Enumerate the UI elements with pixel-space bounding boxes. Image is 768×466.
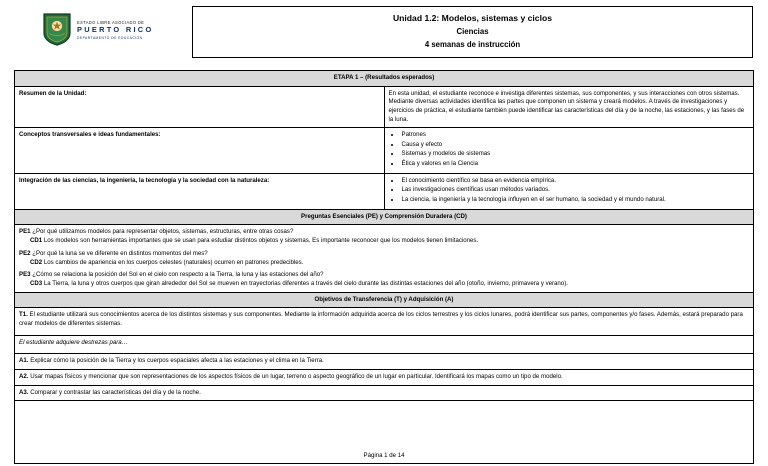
objetivos-band-label: Objetivos de Transferencia (T) y Adquisición (A) bbox=[15, 292, 754, 308]
pregunta-code: PE1 bbox=[19, 228, 31, 236]
preguntas-row bbox=[15, 225, 754, 292]
agency-line-2: PUERTO RICO bbox=[77, 25, 154, 35]
pregunta-item bbox=[19, 271, 749, 280]
adquisicion-a2-row bbox=[15, 369, 754, 385]
agency-branding bbox=[14, 6, 190, 46]
list-item: • Ética y valores en la Ciencia bbox=[401, 160, 750, 169]
list-item: • Sistemas y modelos de sistemas bbox=[401, 150, 750, 159]
integracion-list-cell bbox=[384, 173, 754, 209]
transferencia-row bbox=[15, 308, 754, 335]
conceptos-list bbox=[389, 131, 750, 169]
page-number: Página 1 de 14 bbox=[363, 452, 405, 459]
unit-title-box bbox=[192, 6, 753, 58]
cd-code: CD1 bbox=[30, 237, 43, 245]
cd-code: CD3 bbox=[30, 280, 43, 288]
adquisicion-code: A1. bbox=[19, 357, 29, 365]
integracion-row bbox=[15, 173, 754, 209]
transferencia-code: T1. bbox=[19, 311, 28, 319]
adquisicion-intro-row bbox=[15, 335, 754, 354]
preguntas-cell bbox=[15, 225, 754, 292]
adquisicion-item bbox=[19, 357, 749, 366]
subject-title: Ciencias bbox=[456, 27, 489, 37]
adquisicion-text: Usar mapas físicos y mencionar que son representaciones de los aspectos físicos de un lugar, terreno o aspecto geográfico de un lugar en particular. Identificará los mapas como un tipo de modelo. bbox=[30, 372, 563, 380]
pregunta-text: ¿Cómo se relaciona la posición del Sol en el cielo con respecto a la Tierra, la luna y las estaciones del año? bbox=[32, 270, 324, 278]
pregunta-text: ¿Por qué utilizamos modelos para representar objetos, sistemas, estructuras, entre otras cosas? bbox=[32, 228, 294, 236]
adquisicion-text: Explicar cómo la posición de la Tierra y los cuerpos espaciales afecta a las estaciones y el clima en la Tierra. bbox=[30, 357, 324, 365]
agency-line-1: ESTADO LIBRE ASOCIADO DE bbox=[77, 20, 145, 26]
puerto-rico-seal-icon bbox=[42, 12, 72, 46]
transferencia-cell bbox=[15, 308, 754, 335]
unit-title: Unidad 1.2: Modelos, sistemas y ciclos bbox=[392, 13, 553, 23]
preguntas-band-row bbox=[15, 209, 754, 225]
cd-text: Los modelos son herramientas importantes que se usan para estudiar distintos objetos y sistemas. Es importante reconocer que los modelos tienen limitaciones. bbox=[43, 237, 479, 245]
list-item: • Patrones bbox=[401, 131, 750, 140]
adquisicion-intro-cell bbox=[15, 335, 754, 354]
objetivos-band-row bbox=[15, 292, 754, 308]
cd-text: Los cambios de apariencia en los cuerpos celestes (naturales) ocurren en patrones predecibles. bbox=[43, 258, 304, 266]
cd-item bbox=[30, 259, 749, 268]
preguntas-band-label: Preguntas Esenciales (PE) y Comprensión Duradera (CD) bbox=[15, 209, 754, 225]
pregunta-code: PE3 bbox=[19, 270, 31, 278]
list-item: • Las investigaciones científicas usan métodos variados. bbox=[401, 186, 750, 195]
integracion-label: Integración de las ciencias, la ingeniería, la tecnología y la sociedad con la naturaleza: bbox=[15, 173, 385, 209]
pregunta-text: ¿Por qué la luna se ve diferente en distintos momentos del mes? bbox=[32, 249, 208, 257]
adquisicion-code: A3. bbox=[19, 388, 29, 396]
conceptos-row bbox=[15, 128, 754, 174]
integracion-list bbox=[389, 177, 750, 205]
pregunta-code: PE2 bbox=[19, 249, 31, 257]
adquisicion-a1-row bbox=[15, 354, 754, 370]
agency-text bbox=[77, 18, 154, 40]
resumen-row bbox=[15, 86, 754, 128]
cd-code: CD2 bbox=[30, 258, 43, 266]
pregunta-item bbox=[19, 250, 749, 259]
pregunta-item bbox=[19, 228, 749, 237]
etapa-band-label: ETAPA 1 – (Resultados esperados) bbox=[15, 71, 754, 87]
duration-title: 4 semanas de instrucción bbox=[424, 39, 521, 49]
cd-item bbox=[30, 280, 749, 289]
adquisicion-a3-row bbox=[15, 385, 754, 401]
etapa-band-row bbox=[15, 71, 754, 87]
adquisicion-a1-cell bbox=[15, 354, 754, 370]
transferencia-text: El estudiante utilizará sus conocimientos acerca de los distintos sistemas y sus componentes. Mediante la información adquirida acerca de los ciclos terrestres y los ciclos lunares, podrá identificar sus partes, componentes y/o fases. Además, estará preparado para crear modelos de diferentes sistemas. bbox=[19, 311, 743, 327]
adquisicion-intro: El estudiante adquiere destrezas para… bbox=[19, 338, 128, 346]
conceptos-list-cell bbox=[384, 128, 754, 174]
conceptos-label: Conceptos transversales e ideas fundamentales: bbox=[15, 128, 385, 174]
document-header bbox=[14, 6, 754, 60]
transferencia-item bbox=[19, 311, 749, 328]
adquisicion-code: A2. bbox=[19, 372, 29, 380]
adquisicion-item bbox=[19, 373, 749, 382]
list-item: • La ciencia, la ingeniería y la tecnología influyen en el ser humano, la sociedad y el mundo natural. bbox=[401, 196, 750, 205]
cd-text: La Tierra, la luna y otros cuerpos que giran alrededor del Sol se mueven en trayectorias diferentes a través del cielo durante las distintas estaciones del año (otoño, invierno, primavera y verano). bbox=[43, 280, 568, 288]
adquisicion-a2-cell bbox=[15, 369, 754, 385]
adquisicion-item bbox=[19, 389, 749, 398]
adquisicion-text: Comparar y contrastar las características del día y de la noche. bbox=[30, 388, 201, 396]
adquisicion-a3-cell bbox=[15, 385, 754, 401]
unit-plan-table bbox=[14, 70, 754, 464]
resumen-text: En esta unidad, el estudiante reconoce e investiga diferentes sistemas, sus componentes, y sus interacciones con otros sistemas. Mediante diversas actividades identifica las partes que componen un sistema y creará modelos. A través de investigaciones y ejercicios de práctica, el estudiante también puede identificar las características del día y de la noche, las estaciones, y las fases de la luna. bbox=[384, 86, 754, 128]
list-item: • Causa y efecto bbox=[401, 141, 750, 150]
list-item: • El conocimiento científico se basa en evidencia empírica. bbox=[401, 177, 750, 186]
page-footer bbox=[0, 452, 768, 459]
agency-line-3: DEPARTAMENTO DE EDUCACIÓN bbox=[77, 35, 143, 40]
cd-item bbox=[30, 237, 749, 246]
resumen-label: Resumen de la Unidad: bbox=[15, 86, 385, 128]
